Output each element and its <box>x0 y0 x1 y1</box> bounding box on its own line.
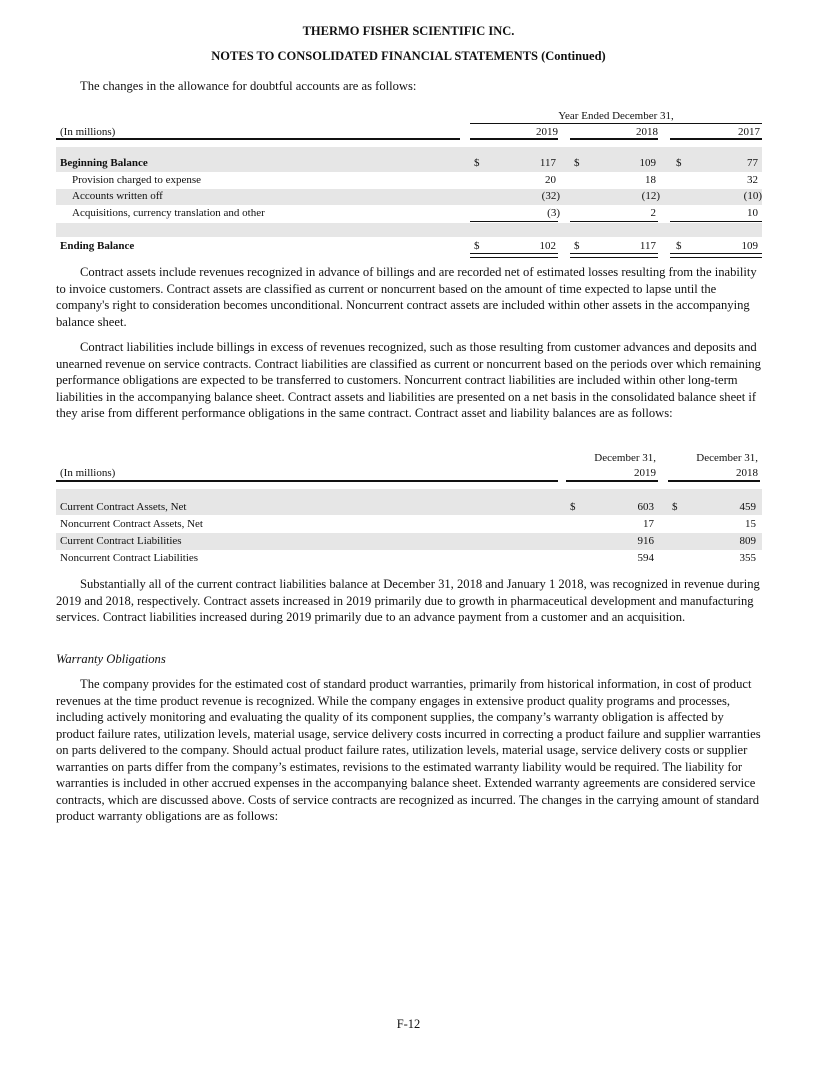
company-name: THERMO FISHER SCIENTIFIC INC. <box>302 24 515 38</box>
total-rule-2019 <box>470 253 558 258</box>
value-cell: 20 <box>545 174 556 186</box>
currency-symbol: $ <box>676 240 682 252</box>
column-header-2018-year: 2018 <box>736 467 758 479</box>
paragraph-substantially: Substantially all of the current contract liabilities balance at December 31, 2018 and January 1 2018, was recognized in revenue during 2019 and 2018, respectively. Contract assets increased in 2019 primarily due to growth in pharmaceutical development and manufacturing services. Contract liabilities increased during 2019 primarily due to an advance payment from a customer and an acquisition. <box>56 577 760 624</box>
value-cell: 2 <box>650 207 656 219</box>
paragraph-contract-liabilities: Contract liabilities include billings in excess of revenues recognized, such as those resulting from customer advances and deposits and unearned revenue on service contracts. Contract liabilities are classified as current or noncurrent based on the periods over which remaining performance obligations are expected to be transferred to customers. Noncurrent contract liabilities are included within other long-term liabilities in the accompanying balance sheet. Contract assets and liabilities are presented on a net basis in the consolidated balance sheet if they arise from different performance obligations in the same contract. Contract asset and liability balances are as follows: <box>56 340 761 420</box>
column-header-2019-year: 2019 <box>634 467 656 479</box>
header-rule-label <box>56 480 558 482</box>
subtotal-rule-2017 <box>670 221 762 222</box>
paragraph-warranty: The company provides for the estimated cost of standard product warranties, primarily from historical information, in cost of product revenues at the time product revenue is recognized. While the company engages in extensive product quality programs and processes, including actively monitoring and evaluating the quality of its component supplies, the company’s warranty obligation is affected by product failure rates, utilization levels, material usage, service delivery costs incurred in correcting a product failure and supplier warranties on parts delivered to the company. Should actual product failure rates, utilization levels, material usage, service delivery costs or supplier warranties on parts differ from the company’s estimates, revisions to the estimated warranty liability would be required. The liability for warranties is included in other accrued expenses in the accompanying balance sheet. Extended warranty agreements are considered service contracts, which are discussed above. Costs of service contracts are recognized as incurred. The changes in the carrying amount of standard product warranty obligations are as follows: <box>56 677 761 823</box>
currency-symbol: $ <box>672 501 678 513</box>
column-header-2018: December 31, <box>696 452 758 464</box>
value-cell: 355 <box>739 552 756 564</box>
value-cell: 109 <box>741 240 758 252</box>
units-label: (In millions) <box>60 126 116 138</box>
row-label-acquisitions: Acquisitions, currency translation and other <box>72 207 265 219</box>
row-label-noncurrent-assets: Noncurrent Contract Assets, Net <box>60 518 203 530</box>
column-header-2019: December 31, <box>594 452 656 464</box>
value-cell: (3) <box>547 207 560 219</box>
currency-symbol: $ <box>474 240 480 252</box>
value-cell: 809 <box>739 535 756 547</box>
row-label-noncurrent-liabilities: Noncurrent Contract Liabilities <box>60 552 199 564</box>
currency-symbol: $ <box>474 157 480 169</box>
header-rule-2018 <box>668 480 760 482</box>
row-shade <box>56 147 762 156</box>
value-cell: 10 <box>747 207 758 219</box>
header-rule-2017 <box>670 138 762 140</box>
allowance-intro: The changes in the allowance for doubtful accounts are as follows: <box>80 79 417 93</box>
row-label-current-liabilities: Current Contract Liabilities <box>60 535 182 547</box>
value-cell: 102 <box>539 240 556 252</box>
value-cell: 459 <box>739 501 756 513</box>
value-cell: 17 <box>643 518 654 530</box>
page-number: F-12 <box>396 1017 421 1031</box>
value-cell: 32 <box>747 174 758 186</box>
currency-symbol: $ <box>574 240 580 252</box>
row-label-beginning-balance: Beginning Balance <box>60 157 148 169</box>
value-cell: 77 <box>747 157 758 169</box>
value-cell: 916 <box>637 535 654 547</box>
year-header-2017: 2017 <box>738 126 760 138</box>
total-rule-2017 <box>670 253 762 258</box>
value-cell: (32) <box>541 190 560 202</box>
value-cell: 18 <box>645 174 656 186</box>
value-cell: (12) <box>641 190 660 202</box>
value-cell: 15 <box>745 518 756 530</box>
header-rule-label <box>56 138 460 140</box>
currency-symbol: $ <box>574 157 580 169</box>
value-cell: (10) <box>743 190 762 202</box>
value-cell: 109 <box>639 157 656 169</box>
row-label-written-off: Accounts written off <box>72 190 163 202</box>
paragraph-contract-assets: Contract assets include revenues recognized in advance of billings and are recorded net of estimated losses resulting from the inability to invoice customers. Contract assets are classified as current or noncurrent based on the amount of time expected to lapse until the company's right to consideration becomes unconditional. Noncurrent contract assets are included within other assets in the accompanying balance sheet. <box>56 265 757 329</box>
notes-title: NOTES TO CONSOLIDATED FINANCIAL STATEMENTS (Continued) <box>211 49 606 63</box>
currency-symbol: $ <box>570 501 576 513</box>
period-header: Year Ended December 31, <box>558 110 674 122</box>
value-cell: 117 <box>639 240 656 252</box>
header-rule-2018 <box>570 138 658 140</box>
row-label-current-assets: Current Contract Assets, Net <box>60 501 187 513</box>
year-header-2019: 2019 <box>536 126 558 138</box>
subtotal-rule-2019 <box>470 221 558 222</box>
period-header-rule <box>470 123 762 124</box>
row-shade <box>56 223 762 237</box>
value-cell: 594 <box>637 552 654 564</box>
value-cell: 117 <box>539 157 556 169</box>
row-label-ending-balance: Ending Balance <box>60 240 135 252</box>
section-heading-warranty: Warranty Obligations <box>56 652 166 666</box>
value-cell: 603 <box>637 501 654 513</box>
total-rule-2018 <box>570 253 658 258</box>
header-rule-2019 <box>566 480 658 482</box>
row-shade <box>56 489 762 498</box>
row-label-provision: Provision charged to expense <box>72 174 202 186</box>
header-rule-2019 <box>470 138 558 140</box>
subtotal-rule-2018 <box>570 221 658 222</box>
currency-symbol: $ <box>676 157 682 169</box>
year-header-2018: 2018 <box>636 126 658 138</box>
row-shade <box>56 156 762 172</box>
units-label: (In millions) <box>60 467 116 479</box>
